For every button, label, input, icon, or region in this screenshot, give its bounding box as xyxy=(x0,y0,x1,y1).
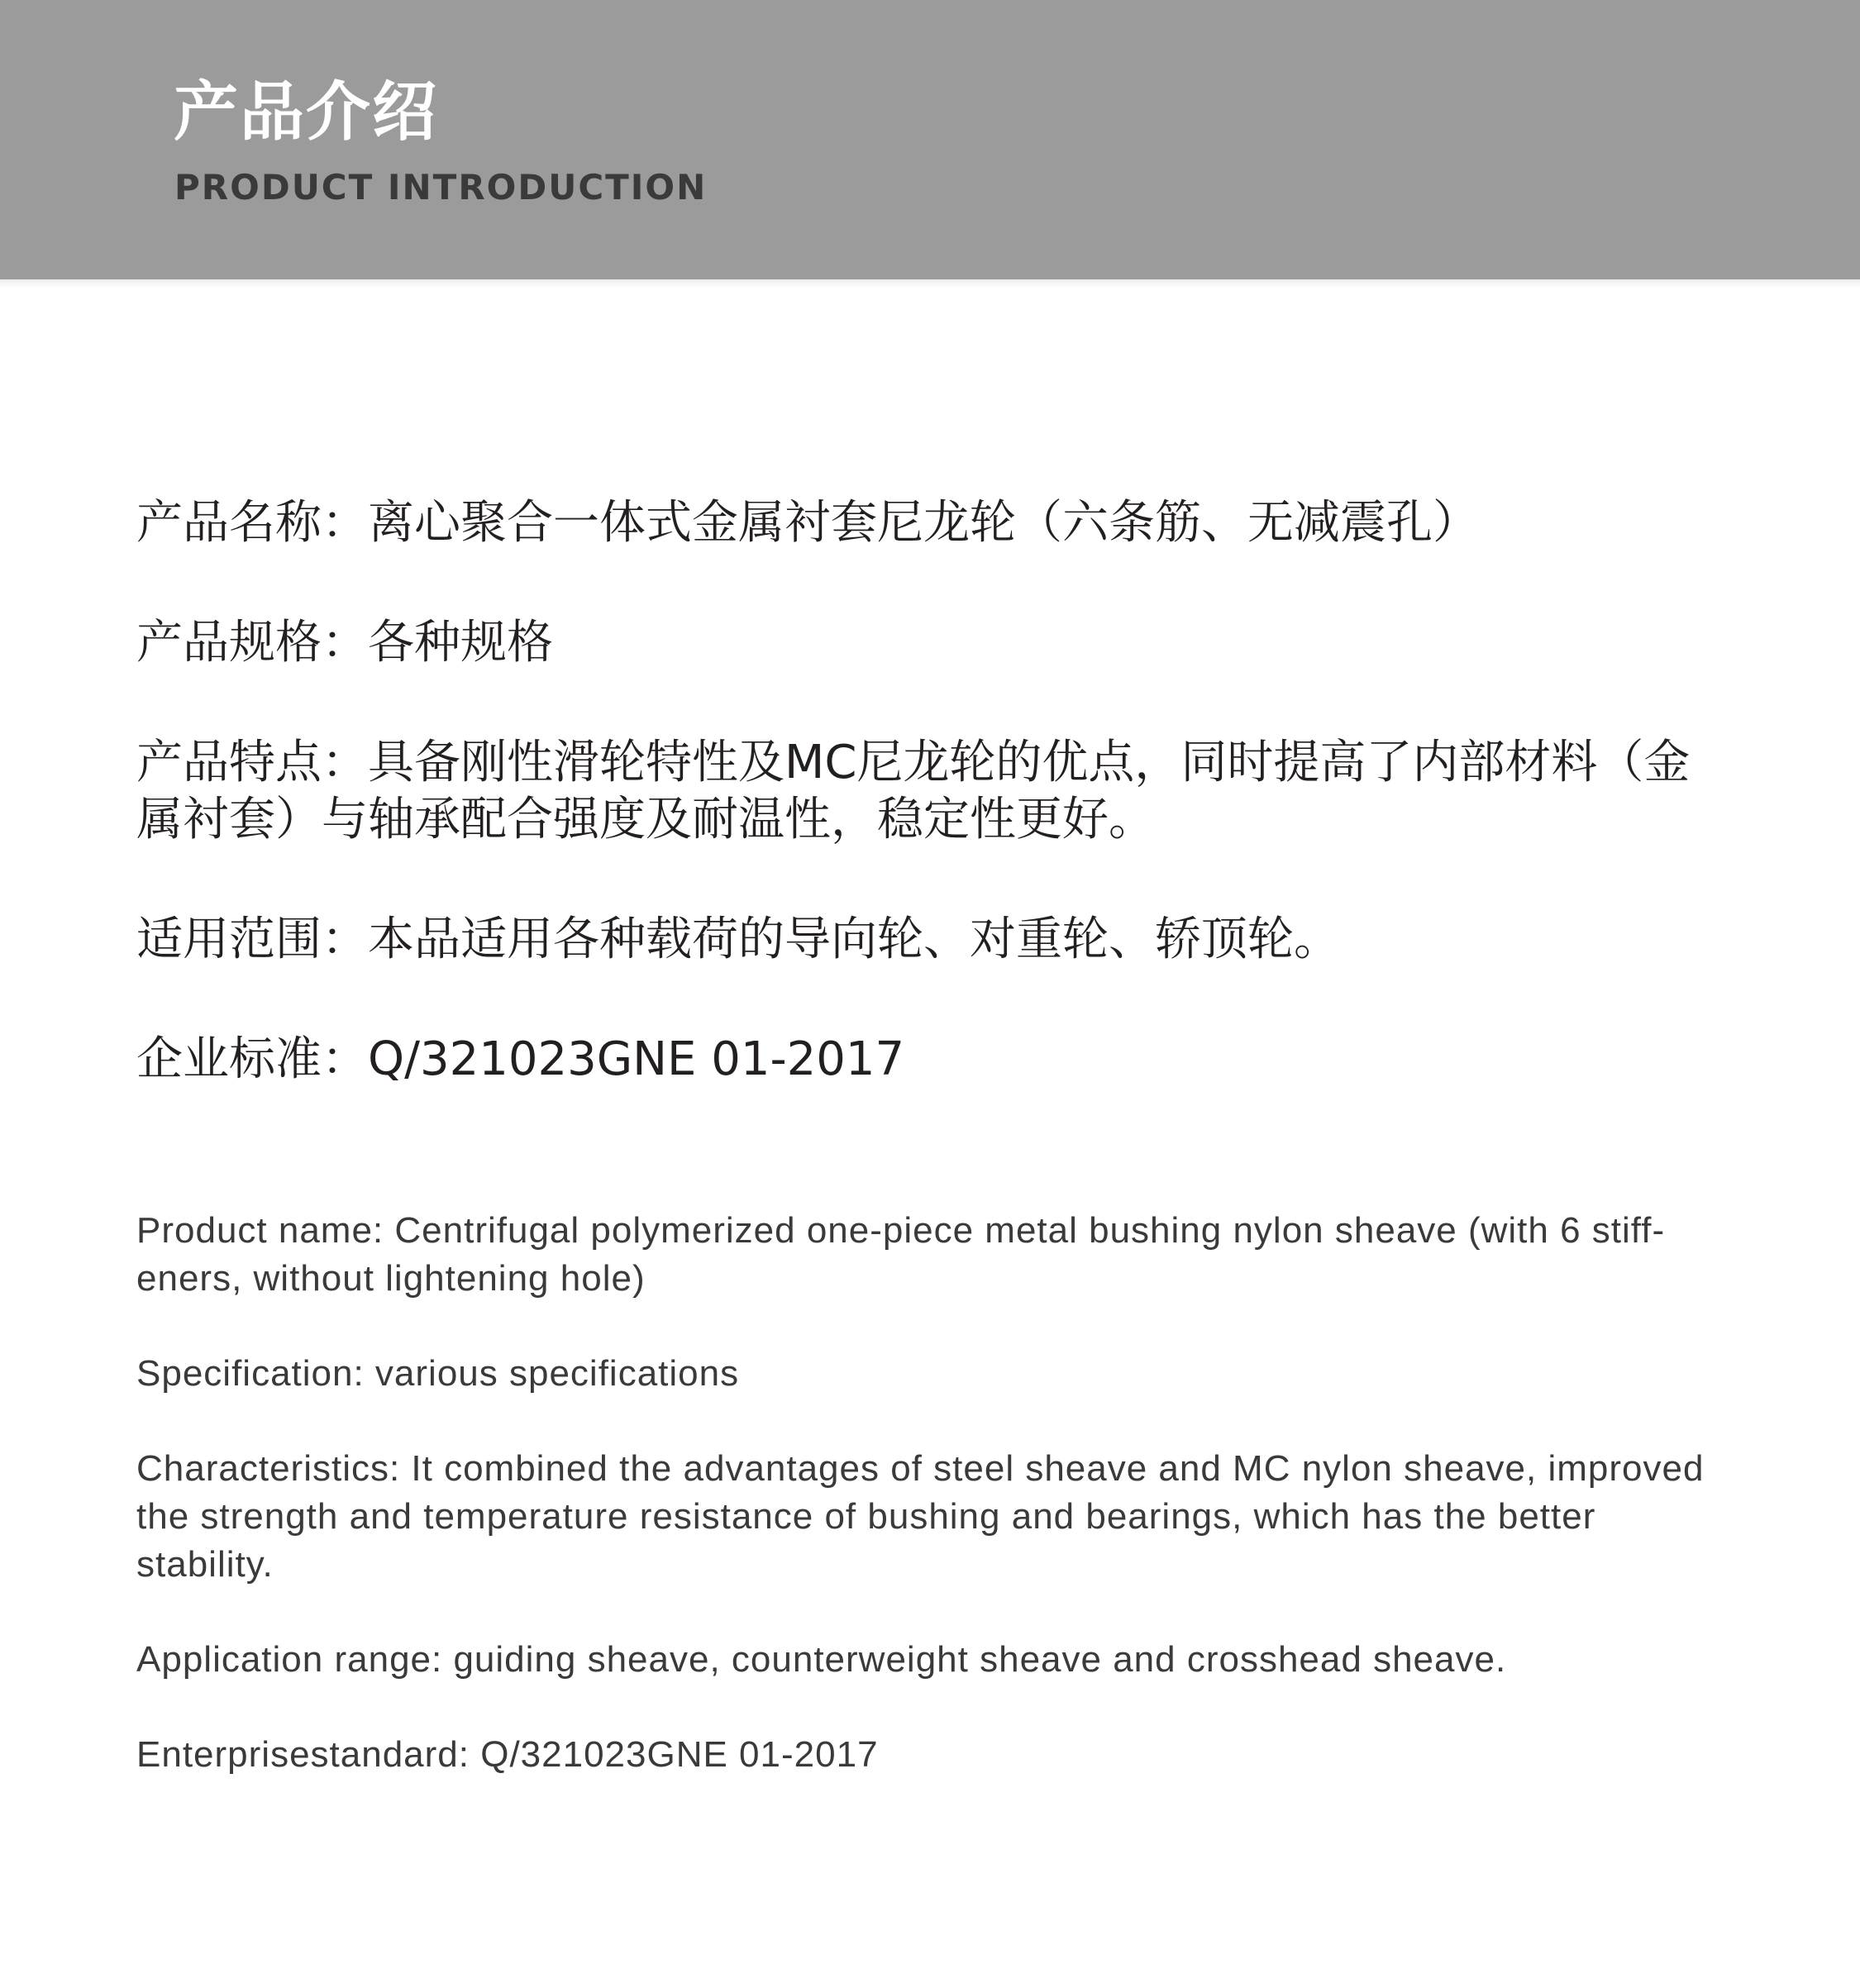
cn-product-name: 产品名称：离心聚合一体式金属衬套尼龙轮（六条筋、无减震孔） xyxy=(136,496,1479,550)
page-title-en: PRODUCT INTRODUCTION xyxy=(174,167,708,207)
en-enterprise-standard: Enterprisestandard: Q/321023GNE 01-2017 xyxy=(136,1734,879,1775)
header-divider xyxy=(0,279,1860,288)
cn-characteristics: 产品特点：具备刚性滑轮特性及MC尼龙轮的优点，同时提高了内部材料（金属衬套）与轴承配合强度及耐温性，稳定性更好。 xyxy=(136,736,1691,846)
en-characteristics: Characteristics: It combined the advantages of steel sheave and MC nylon sheave, improved the strength and temperature resistance of bushing and bearings, which has the better stability. xyxy=(136,1448,1705,1585)
en-product-name: Product name: Centrifugal polymerized one-piece metal bushing nylon sheave (with 6 stiff-eners, without lightening hole) xyxy=(136,1210,1666,1299)
chinese-description xyxy=(136,494,1732,1151)
cn-application-range: 适用范围：本品适用各种载荷的导向轮、对重轮、轿顶轮。 xyxy=(136,913,1340,966)
header-banner xyxy=(0,0,1860,279)
en-specification: Specification: various specifications xyxy=(136,1353,740,1394)
english-description xyxy=(136,1207,1724,1826)
en-application-range: Application range: guiding sheave, counterweight sheave and crosshead sheave. xyxy=(136,1639,1507,1680)
cn-specification: 产品规格：各种规格 xyxy=(136,616,553,670)
cn-enterprise-standard: 企业标准：Q/321023GNE 01-2017 xyxy=(136,1032,905,1086)
page-title-cn: 产品介绍 xyxy=(174,75,439,150)
